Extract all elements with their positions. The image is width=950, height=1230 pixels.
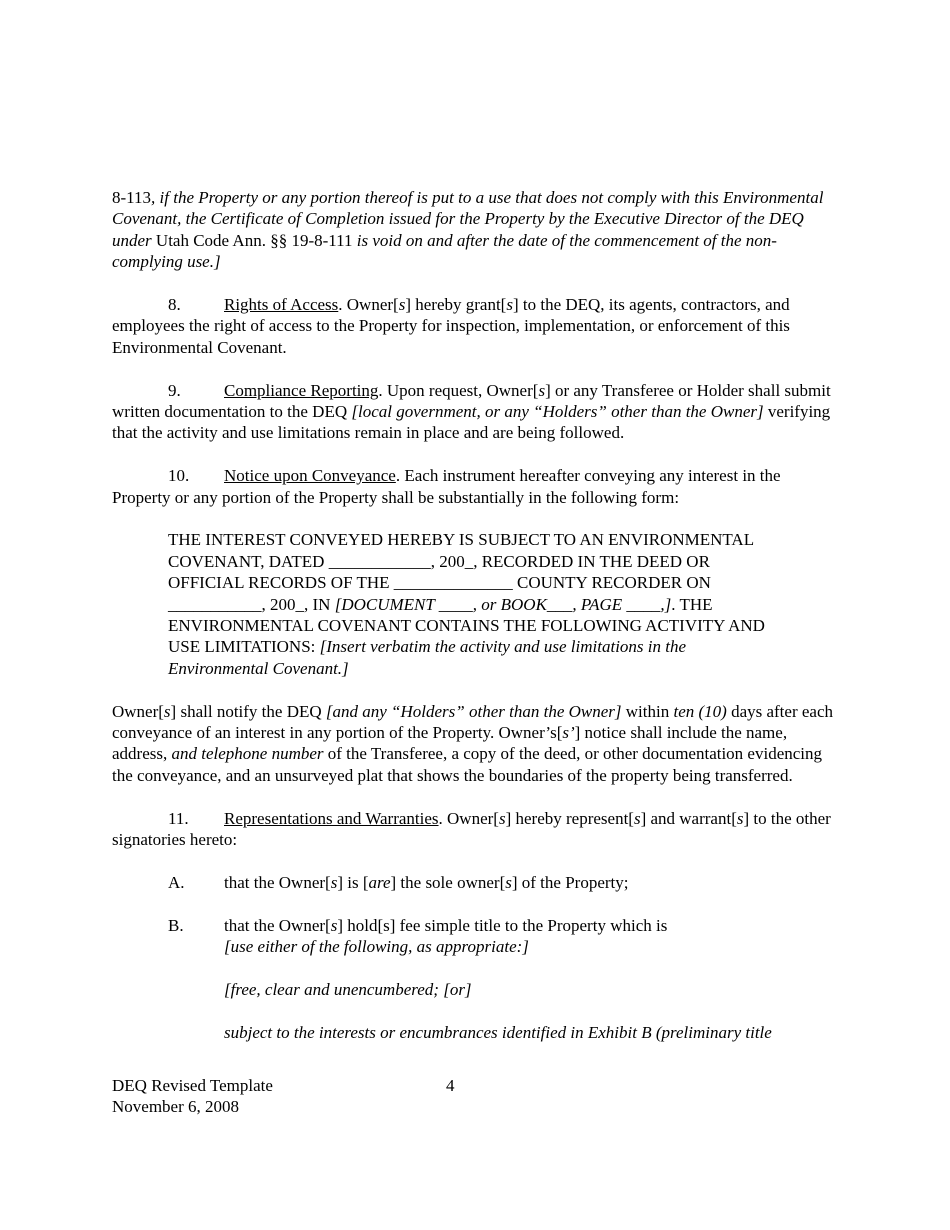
document-body (112, 187, 842, 1043)
page-number: 4 (446, 1076, 455, 1095)
footer-date: November 6, 2008 (112, 1097, 240, 1117)
section-heading: Rights of Access (224, 295, 339, 315)
option-subject-to: subject to the interests or encumbrances identified in Exhibit B (preliminary title (224, 1022, 772, 1042)
section-8-rights-of-access: 8. Rights of Access. Owner[s] hereby grant[s] to the DEQ, its agents, contractors, and employees the right of access to the Property for inspection, implementation, or enforcement of this Environmental Covenant. (112, 295, 790, 357)
section-9-compliance-reporting: 9. Compliance Reporting. Upon request, Owner[s] or any Transferee or Holder shall submit written documentation to the DEQ [local government, or any “Holders” other than the Owner] verifying that the activity and use limitations remain in place and are being followed. (112, 380, 831, 443)
section-10-notice-upon-conveyance: 10. Notice upon Conveyance. Each instrument hereafter conveying any interest in the Property or any portion of the Property shall be substantially in the following form: (112, 466, 781, 507)
list-item-a: A. that the Owner[s] is [are] the sole owner[s] of the Property; (168, 872, 629, 892)
section-number: 8. (168, 295, 181, 315)
section-heading: Notice upon Conveyance (224, 466, 396, 486)
conveyance-notice-block: THE INTEREST CONVEYED HEREBY IS SUBJECT TO AN ENVIRONMENTAL COVENANT, DATED ____________, 200_, RECORDED IN THE DEED OR OFFICIAL RECORDS OF THE ______________ COUNTY RECORDER ON ___________, 200_, IN [DOCUMENT ____, or BOOK___, PAGE ____,]. THE ENVIRONMENTAL COVENANT CONTAINS THE FOLLOWING ACTIVITY AND USE LIMITATIONS: [Insert verbatim the activity and use limitations in the Environmental Covenant.] (168, 530, 765, 678)
section-heading: Compliance Reporting (224, 380, 379, 400)
list-label: B. (168, 915, 184, 935)
section-number: 9. (168, 380, 181, 400)
section-11-representations: 11. Representations and Warranties. Owner[s] hereby represent[s] and warrant[s] to the other signatories hereto: (112, 808, 831, 850)
page-footer (112, 1075, 842, 1118)
footer-template-name: DEQ Revised Template (112, 1076, 273, 1095)
section-number: 10. (168, 466, 190, 486)
section-heading: Representations and Warranties (224, 808, 439, 828)
notify-paragraph: Owner[s] shall notify the DEQ [and any “Holders” other than the Owner] within ten (10) days after each conveyance of an interest in any portion of the Property. Owner’s[s’] notice shall include the name, address, and telephone number of the Transferee, a copy of the deed, or other documentation evidencing the conveyance, and an unsurveyed plat that shows the boundaries of the property being transferred. (112, 701, 833, 785)
continuation-paragraph: 8-113, if the Property or any portion thereof is put to a use that does not comply with this Environmental Covenant, the Certificate of Completion issued for the Property by the Executive Director of the DEQ under Utah Code Ann. §§ 19-8-111 is void on and after the date of the commencement of the non-complying use.] (112, 188, 824, 272)
option-free-clear: [free, clear and unencumbered; [or] (224, 979, 472, 999)
section-number: 11. (168, 808, 189, 828)
list-item-b: B. that the Owner[s] hold[s] fee simple title to the Property which is [use either of the following, as appropriate:] (168, 915, 668, 957)
list-label: A. (168, 872, 185, 892)
